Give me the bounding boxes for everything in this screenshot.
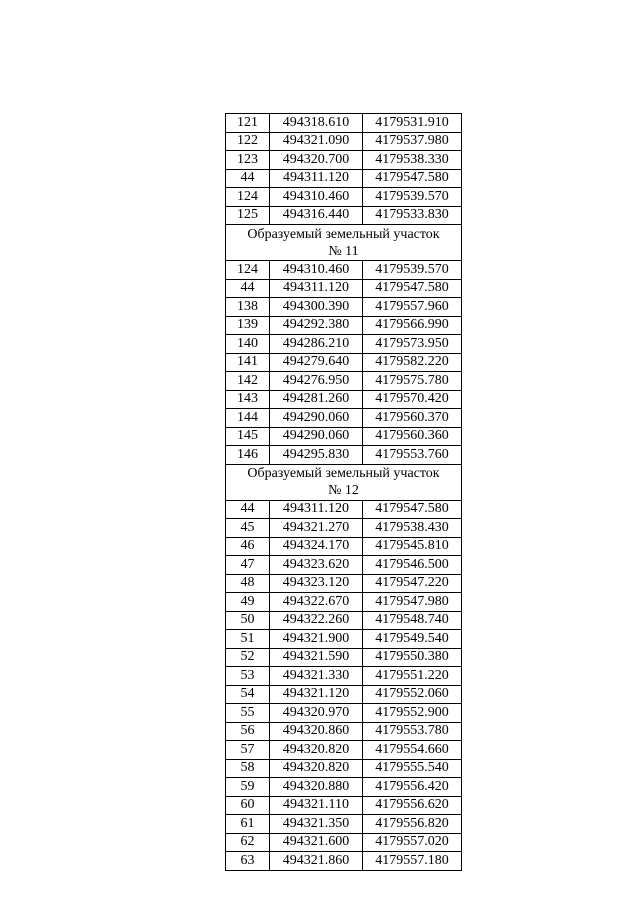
cell-x: 494324.170 xyxy=(270,537,363,556)
cell-y: 4179566.990 xyxy=(363,316,462,335)
table-row xyxy=(226,722,462,741)
cell-point: 59 xyxy=(226,778,270,797)
cell-point: 48 xyxy=(226,574,270,593)
cell-point: 49 xyxy=(226,593,270,612)
cell-y: 4179537.980 xyxy=(363,132,462,151)
cell-y: 4179555.540 xyxy=(363,759,462,778)
table-row xyxy=(226,151,462,170)
cell-point: 122 xyxy=(226,132,270,151)
section-header-row xyxy=(226,464,462,500)
cell-point: 46 xyxy=(226,537,270,556)
cell-point: 145 xyxy=(226,427,270,446)
cell-point: 51 xyxy=(226,630,270,649)
cell-point: 138 xyxy=(226,298,270,317)
cell-y: 4179546.500 xyxy=(363,556,462,575)
table-row xyxy=(226,500,462,519)
coordinates-table xyxy=(225,113,462,871)
cell-y: 4179557.020 xyxy=(363,833,462,852)
cell-x: 494290.060 xyxy=(270,409,363,428)
table-row xyxy=(226,778,462,797)
cell-x: 494310.460 xyxy=(270,188,363,207)
cell-point: 124 xyxy=(226,188,270,207)
cell-x: 494310.460 xyxy=(270,261,363,280)
cell-point: 57 xyxy=(226,741,270,760)
cell-y: 4179538.330 xyxy=(363,151,462,170)
section-header xyxy=(226,225,462,261)
cell-point: 45 xyxy=(226,519,270,538)
cell-y: 4179539.570 xyxy=(363,188,462,207)
cell-point: 55 xyxy=(226,704,270,723)
cell-point: 60 xyxy=(226,796,270,815)
cell-x: 494322.260 xyxy=(270,611,363,630)
cell-x: 494311.120 xyxy=(270,279,363,298)
cell-point: 146 xyxy=(226,446,270,465)
cell-x: 494321.270 xyxy=(270,519,363,538)
cell-y: 4179550.380 xyxy=(363,648,462,667)
table-row xyxy=(226,279,462,298)
table-row xyxy=(226,114,462,133)
cell-point: 125 xyxy=(226,206,270,225)
cell-point: 44 xyxy=(226,500,270,519)
table-row xyxy=(226,353,462,372)
cell-y: 4179553.760 xyxy=(363,446,462,465)
cell-y: 4179531.910 xyxy=(363,114,462,133)
cell-x: 494300.390 xyxy=(270,298,363,317)
cell-point: 140 xyxy=(226,335,270,354)
cell-x: 494279.640 xyxy=(270,353,363,372)
cell-x: 494321.120 xyxy=(270,685,363,704)
cell-point: 54 xyxy=(226,685,270,704)
cell-y: 4179556.620 xyxy=(363,796,462,815)
cell-x: 494316.440 xyxy=(270,206,363,225)
cell-y: 4179547.580 xyxy=(363,500,462,519)
cell-x: 494318.610 xyxy=(270,114,363,133)
section-title: Образуемый земельный участок xyxy=(247,226,440,242)
cell-point: 58 xyxy=(226,759,270,778)
cell-y: 4179582.220 xyxy=(363,353,462,372)
table-row xyxy=(226,648,462,667)
cell-y: 4179560.370 xyxy=(363,409,462,428)
table-row xyxy=(226,630,462,649)
cell-x: 494311.120 xyxy=(270,500,363,519)
table-row xyxy=(226,704,462,723)
table-row xyxy=(226,132,462,151)
cell-y: 4179551.220 xyxy=(363,667,462,686)
table-row xyxy=(226,815,462,834)
cell-x: 494320.860 xyxy=(270,722,363,741)
cell-point: 62 xyxy=(226,833,270,852)
table-row xyxy=(226,667,462,686)
table-row xyxy=(226,574,462,593)
cell-y: 4179549.540 xyxy=(363,630,462,649)
table-row xyxy=(226,759,462,778)
table-row xyxy=(226,741,462,760)
cell-x: 494321.900 xyxy=(270,630,363,649)
cell-x: 494320.700 xyxy=(270,151,363,170)
cell-y: 4179570.420 xyxy=(363,390,462,409)
cell-point: 124 xyxy=(226,261,270,280)
table-row xyxy=(226,611,462,630)
table-row xyxy=(226,685,462,704)
cell-point: 47 xyxy=(226,556,270,575)
cell-point: 144 xyxy=(226,409,270,428)
table-row xyxy=(226,390,462,409)
section-number: № 11 xyxy=(328,243,359,259)
cell-y: 4179547.980 xyxy=(363,593,462,612)
cell-y: 4179552.060 xyxy=(363,685,462,704)
cell-x: 494320.880 xyxy=(270,778,363,797)
cell-y: 4179548.740 xyxy=(363,611,462,630)
table-row xyxy=(226,427,462,446)
cell-point: 61 xyxy=(226,815,270,834)
cell-y: 4179545.810 xyxy=(363,537,462,556)
table-row xyxy=(226,409,462,428)
cell-y: 4179553.780 xyxy=(363,722,462,741)
cell-y: 4179556.820 xyxy=(363,815,462,834)
cell-x: 494320.820 xyxy=(270,759,363,778)
table-row xyxy=(226,593,462,612)
cell-x: 494276.950 xyxy=(270,372,363,391)
cell-y: 4179539.570 xyxy=(363,261,462,280)
cell-x: 494323.620 xyxy=(270,556,363,575)
cell-x: 494292.380 xyxy=(270,316,363,335)
cell-y: 4179547.580 xyxy=(363,169,462,188)
cell-point: 50 xyxy=(226,611,270,630)
table-row xyxy=(226,852,462,871)
table-row xyxy=(226,796,462,815)
cell-x: 494320.970 xyxy=(270,704,363,723)
cell-point: 141 xyxy=(226,353,270,372)
section-number: № 12 xyxy=(328,483,359,498)
cell-x: 494281.260 xyxy=(270,390,363,409)
section-header xyxy=(226,464,462,500)
cell-x: 494321.330 xyxy=(270,667,363,686)
table-row xyxy=(226,519,462,538)
coordinates-table-body xyxy=(226,114,462,871)
cell-x: 494320.820 xyxy=(270,741,363,760)
cell-point: 52 xyxy=(226,648,270,667)
cell-point: 56 xyxy=(226,722,270,741)
cell-x: 494295.830 xyxy=(270,446,363,465)
cell-x: 494311.120 xyxy=(270,169,363,188)
cell-y: 4179575.780 xyxy=(363,372,462,391)
cell-x: 494322.670 xyxy=(270,593,363,612)
table-row xyxy=(226,169,462,188)
cell-point: 121 xyxy=(226,114,270,133)
cell-x: 494286.210 xyxy=(270,335,363,354)
table-row xyxy=(226,188,462,207)
cell-point: 123 xyxy=(226,151,270,170)
section-title: Образуемый земельный участок xyxy=(247,466,440,481)
table-row xyxy=(226,446,462,465)
table-row xyxy=(226,261,462,280)
cell-x: 494321.600 xyxy=(270,833,363,852)
table-row xyxy=(226,372,462,391)
cell-x: 494321.590 xyxy=(270,648,363,667)
cell-point: 44 xyxy=(226,279,270,298)
cell-point: 44 xyxy=(226,169,270,188)
table-row xyxy=(226,206,462,225)
table-row xyxy=(226,335,462,354)
cell-y: 4179538.430 xyxy=(363,519,462,538)
cell-x: 494290.060 xyxy=(270,427,363,446)
table-row xyxy=(226,298,462,317)
table-row xyxy=(226,833,462,852)
cell-y: 4179573.950 xyxy=(363,335,462,354)
cell-y: 4179552.900 xyxy=(363,704,462,723)
table-row xyxy=(226,556,462,575)
cell-point: 143 xyxy=(226,390,270,409)
cell-y: 4179557.180 xyxy=(363,852,462,871)
section-header-row xyxy=(226,225,462,261)
cell-x: 494321.090 xyxy=(270,132,363,151)
cell-y: 4179560.360 xyxy=(363,427,462,446)
cell-point: 139 xyxy=(226,316,270,335)
cell-y: 4179547.220 xyxy=(363,574,462,593)
cell-x: 494321.860 xyxy=(270,852,363,871)
cell-y: 4179547.580 xyxy=(363,279,462,298)
cell-point: 53 xyxy=(226,667,270,686)
table-row xyxy=(226,537,462,556)
cell-y: 4179533.830 xyxy=(363,206,462,225)
cell-point: 142 xyxy=(226,372,270,391)
cell-point: 63 xyxy=(226,852,270,871)
cell-x: 494321.350 xyxy=(270,815,363,834)
cell-x: 494323.120 xyxy=(270,574,363,593)
cell-y: 4179556.420 xyxy=(363,778,462,797)
cell-x: 494321.110 xyxy=(270,796,363,815)
cell-y: 4179557.960 xyxy=(363,298,462,317)
table-row xyxy=(226,316,462,335)
cell-y: 4179554.660 xyxy=(363,741,462,760)
